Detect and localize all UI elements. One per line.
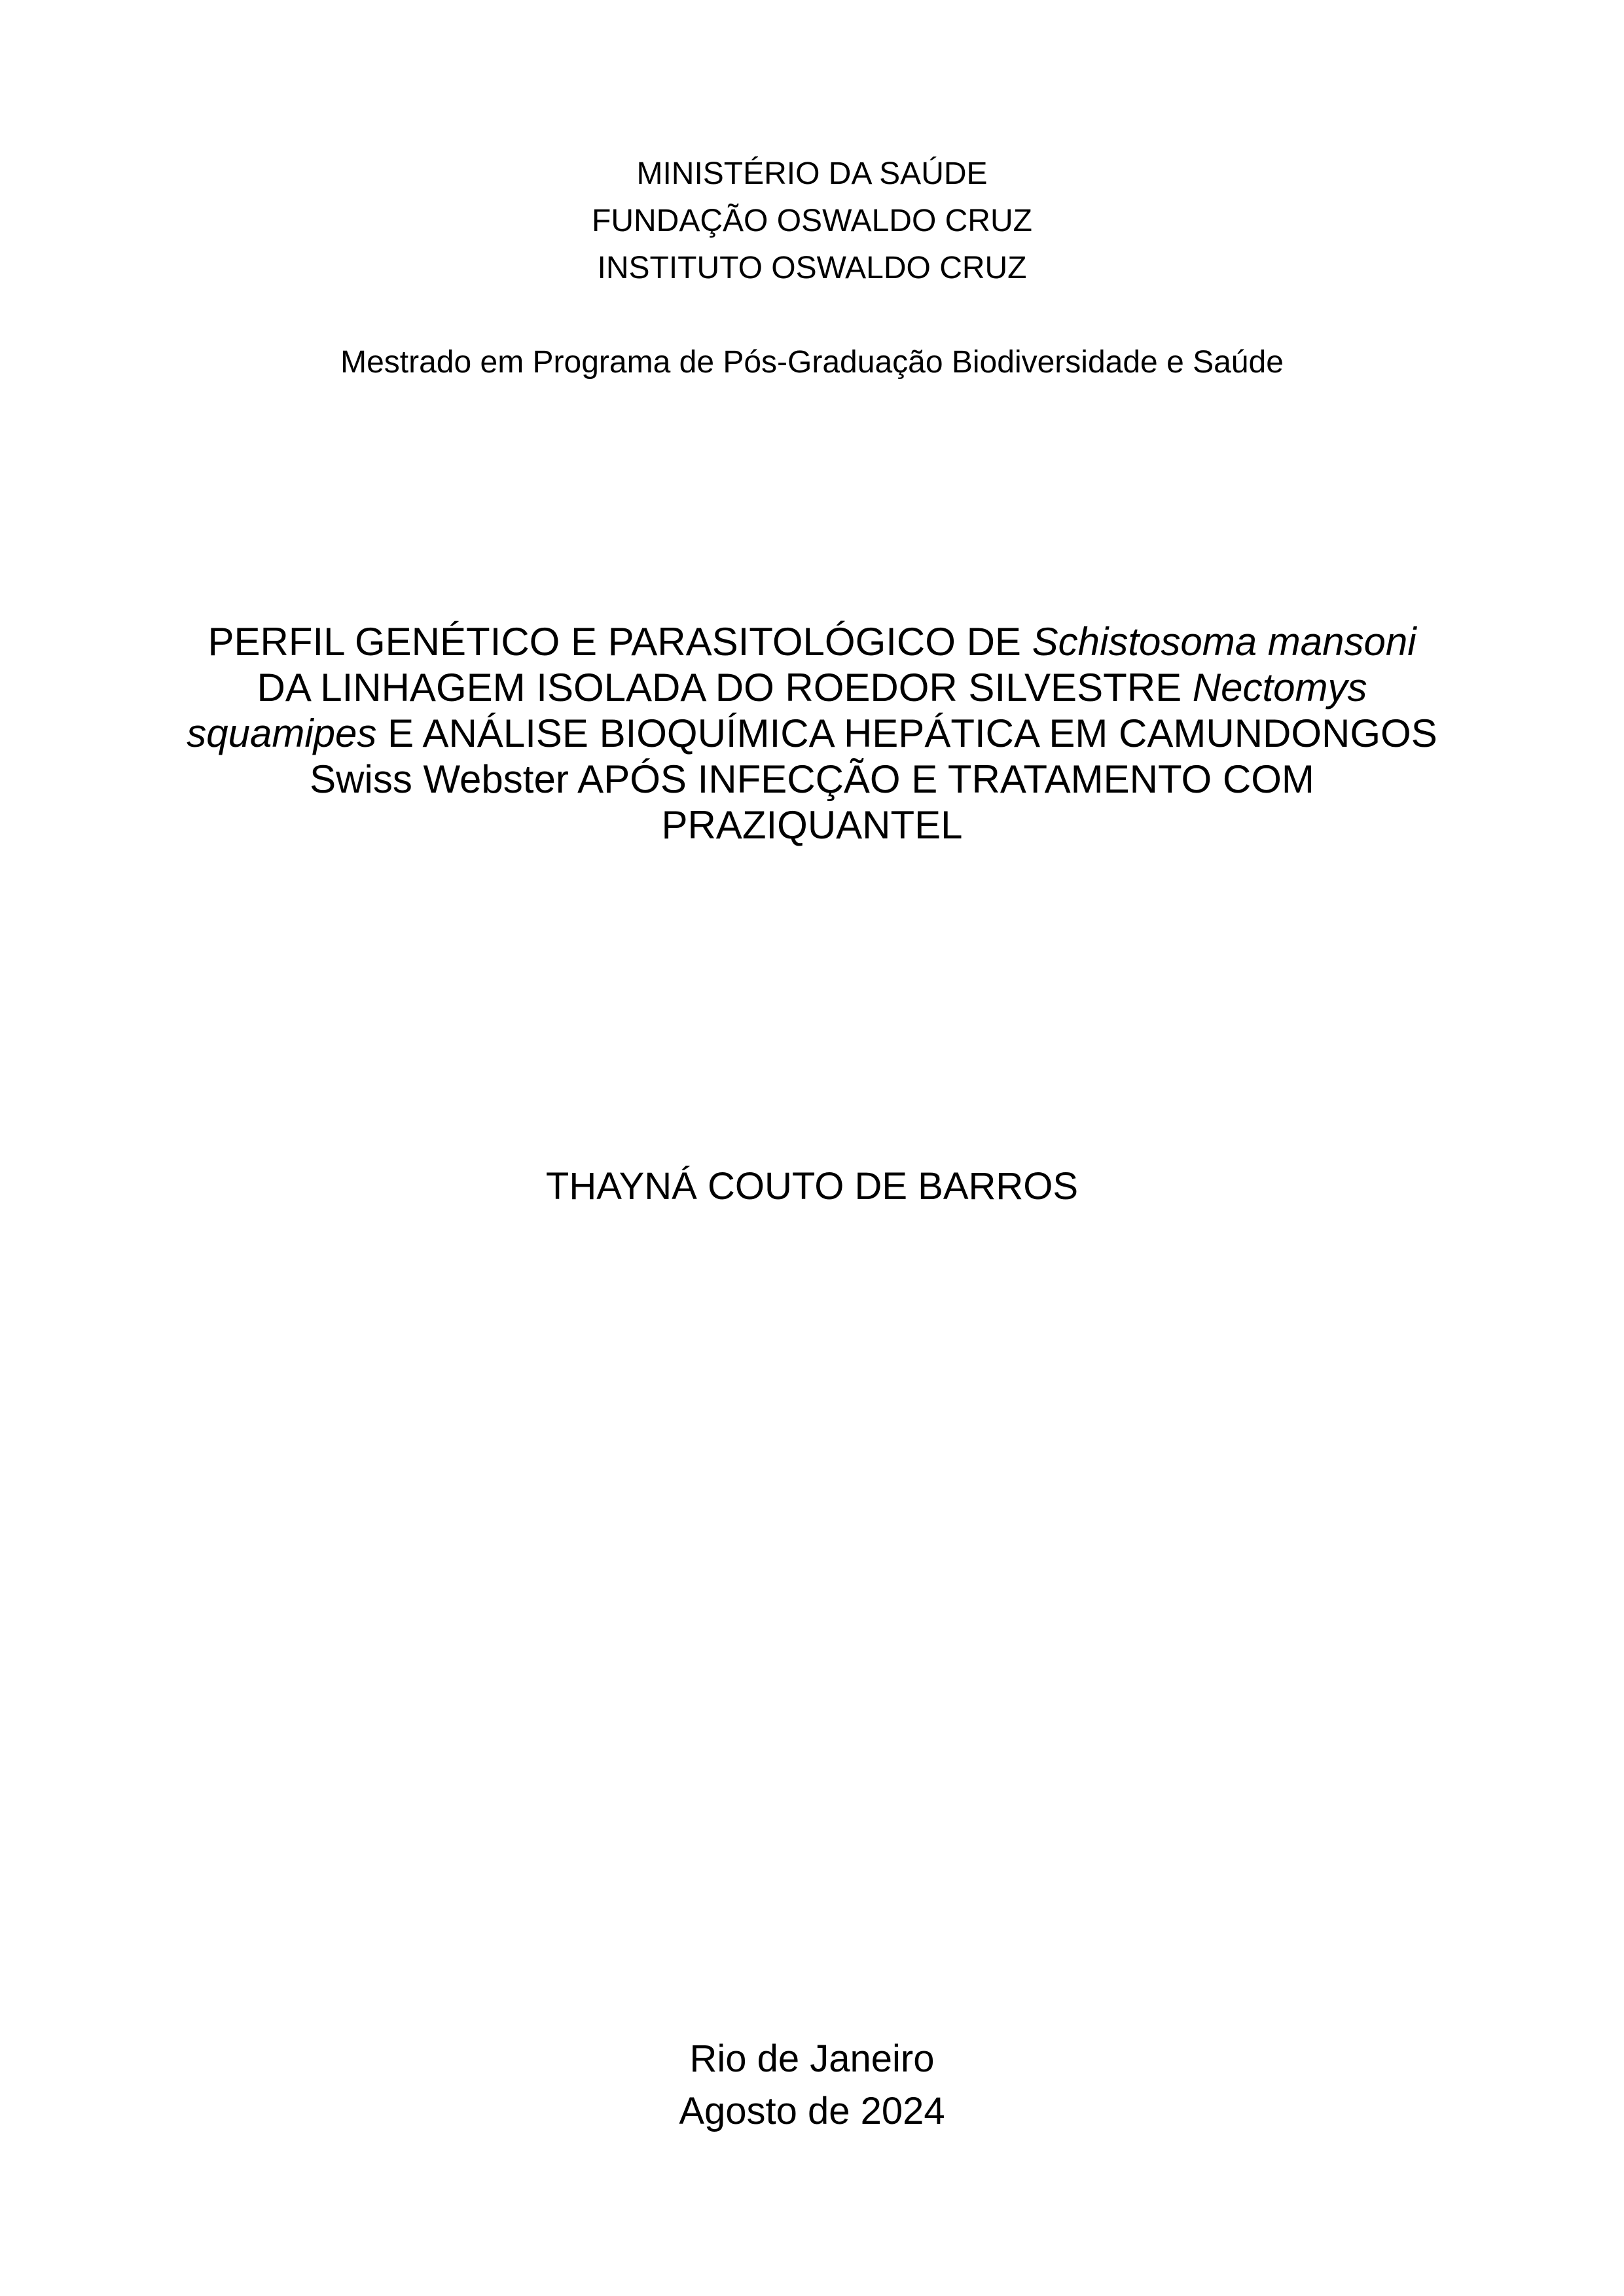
institution-header [0,151,1624,292]
date: Agosto de 2024 [679,2090,945,2132]
title-line-3 [0,711,1624,757]
ministry-name: MINISTÉRIO DA SAÚDE [636,156,988,191]
program-name: Mestrado em Programa de Pós-Graduação Biodiversidade e Saúde [340,345,1284,380]
institute-name: INSTITUTO OSWALDO CRUZ [597,251,1027,285]
city: Rio de Janeiro [689,2037,935,2080]
title-line-1 [0,619,1624,665]
place-and-date [0,2033,1624,2138]
title-line-5: PRAZIQUANTEL [661,803,963,847]
title-line-3-text: E ANÁLISE BIOQUÍMICA HEPÁTICA EM CAMUNDONGOS [376,711,1437,755]
title-line-2-text: DA LINHAGEM ISOLADA DO ROEDOR SILVESTRE [257,666,1193,709]
species-name-schistosoma: Schistosoma mansoni [1032,620,1416,664]
title-line-4: Swiss Webster APÓS INFECÇÃO E TRATAMENTO COM [310,757,1314,801]
thesis-title [0,619,1624,848]
foundation-name: FUNDAÇÃO OSWALDO CRUZ [592,204,1032,238]
title-line-1-text: PERFIL GENÉTICO E PARASITOLÓGICO DE [208,620,1032,664]
title-line-2 [0,665,1624,711]
species-epithet-squamipes: squamipes [187,711,377,755]
author-name: THAYNÁ COUTO DE BARROS [545,1165,1079,1208]
genus-name-nectomys: Nectomys [1192,666,1367,709]
